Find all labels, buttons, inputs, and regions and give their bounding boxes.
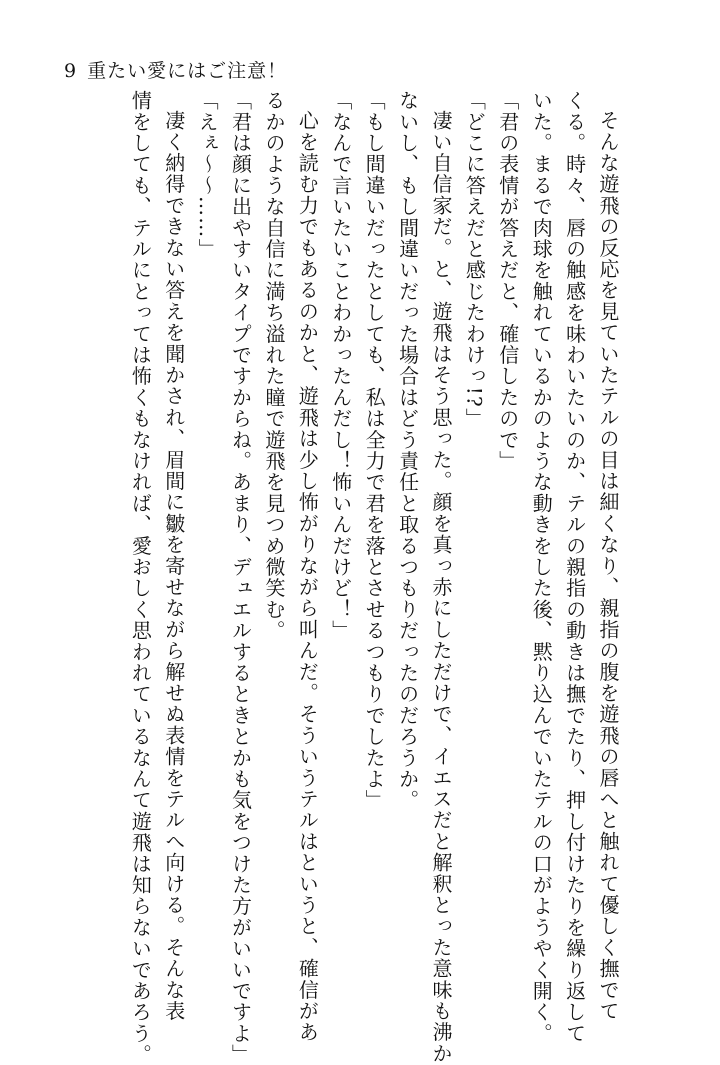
text-line: ないし、もし間違いだった場合はどう責任と取るつもりだったのだろうか。: [395, 90, 420, 811]
body-text: [123, 90, 624, 1065]
text-line: 「なんで言いたいことわかったんだし！怖いんだけど！」: [328, 90, 353, 642]
text-line: 「君の表情が答えだと、確信したので」: [495, 90, 520, 472]
text-line: 「どこに答えだと感じたわけっ!?」: [462, 90, 487, 430]
chapter-header: [64, 56, 287, 83]
chapter-title: 重たい愛にはご注意！: [87, 60, 288, 82]
text-line: るかのような自信に満ち溢れた瞳で遊飛を見つめ微笑む。: [261, 90, 286, 642]
text-line: 「もし間違いだったとしても、私は全力で君を落とさせるつもりでしたよ」: [362, 90, 387, 811]
text-line: 「君は顔に出やすいタイプですからね。あまり、デュエルするときとかも気をつけた方がいいですよ」: [228, 90, 253, 1065]
text-line: 凄い自信家だ。と、遊飛はそう思った。顔を真っ赤にしただけで、イエスだと解釈とった意味も沸か: [428, 110, 453, 1064]
text-line: 心を読む力でもあるのかと、遊飛は少し怖がりながら叫んだ。そういうテルはというと、確信があ: [295, 110, 320, 1043]
text-line: いた。まるで肉球を触れているかのような動きをした後、黙り込んでいたテルの口がようやく開く。: [529, 90, 554, 1044]
text-line: 凄く納得できない答えを聞かされ、眉間に皺を寄せながら解せぬ表情をテルへ向ける。そんな表: [161, 110, 186, 1022]
text-line: 「えぇ〜〜……」: [195, 90, 220, 260]
text-line: 情をしても、テルにとっては怖くもなければ、愛おしく思われているなんて遊飛は知らないであろう。: [128, 90, 153, 1065]
text-line: そんな遊飛の反応を見ていたテルの目は細くなり、親指の腹を遊飛の唇へと触れて優しく撫でて: [596, 110, 620, 1022]
chapter-number: 9: [64, 60, 78, 82]
text-line: くる。時々、唇の触感を味わいたいのか、テルの親指の動きは撫でたり、押し付けたりを繰り返して: [562, 90, 587, 1044]
